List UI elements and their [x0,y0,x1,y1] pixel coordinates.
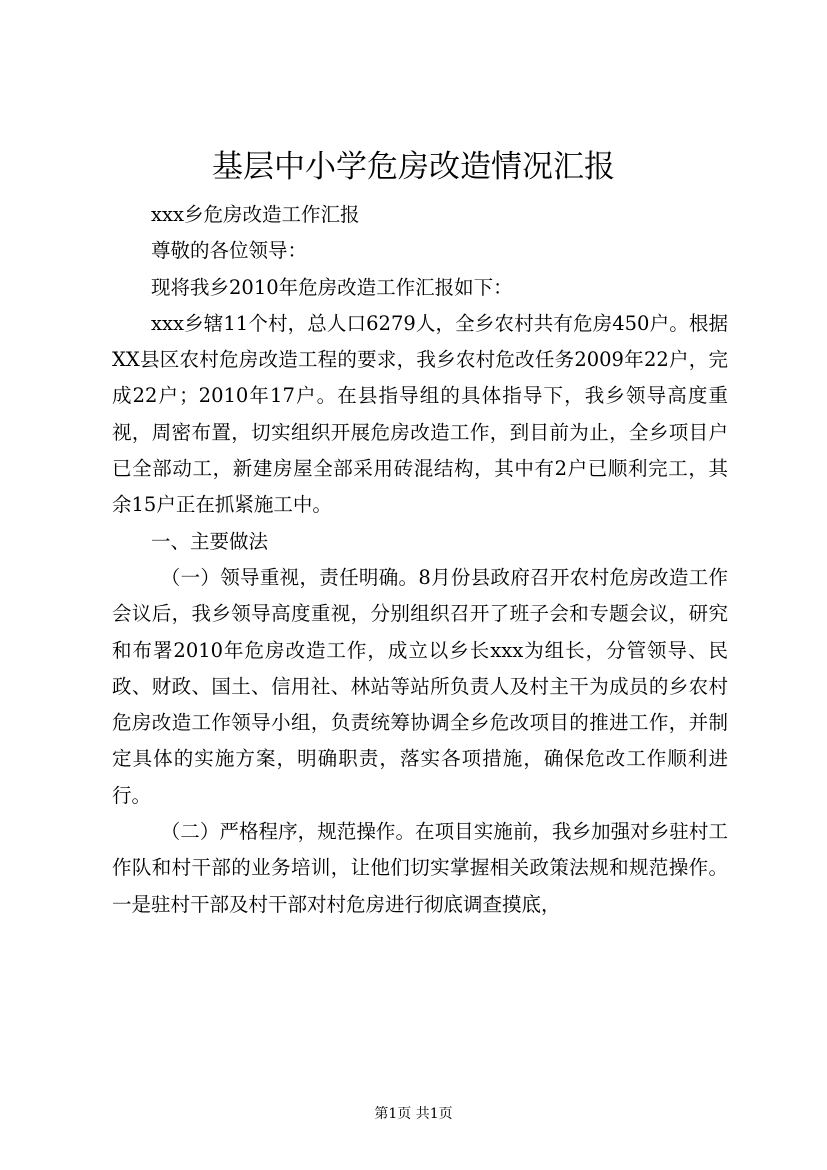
section-heading-main-practices: 一、主要做法 [151,529,269,553]
paragraph-leadership: （一）领导重视，责任明确。8月份县政府召开农村危房改造工作会议后，我乡领导高度重视，分别组织召开了班子会和专题会议，研究和布署2010年危房改造工作，成立以乡长xxx为组长，分管领导、民政、财政、国土、信用社、林站等站所负责人及村主干为成员的乡农村危房改造工作领导小组，负责统筹协调全乡危改项目的推进工作，并制定具体的实施方案，明确职责，落实各项措施，确保危改工作顺利进行。 [112,565,728,807]
paragraph-salutation: 尊敬的各位领导： [151,239,308,263]
paragraph-overview: xxx乡辖11个村，总人口6279人，全乡农村共有危房450户。根据XX县区农村危房改造工程的要求，我乡农村危改任务2009年22户，完成22户；2010年17户。在县指导组的具体指导下，我乡领导高度重视，周密布置，切实组织开展危房改造工作，到目前为止，全乡项目户已全部动工，新建房屋全部采用砖混结构，其中有2户已顺利完工，其余15户正在抓紧施工中。 [112,311,728,517]
document-title: 基层中小学危房改造情况汇报 [212,149,615,185]
page-footer: 第1页 共1页 [374,1106,453,1122]
paragraph-procedure: （二）严格程序，规范操作。在项目实施前，我乡加强对乡驻村工作队和村干部的业务培训，让他们切实掌握相关政策法规和规范操作。一是驻村干部及村干部对村危房进行彻底调查摸底， [112,820,728,916]
document-body [112,197,728,923]
paragraph-intro: 现将我乡2010年危房改造工作汇报如下： [151,275,513,299]
paragraph-report-heading: xxx乡危房改造工作汇报 [151,203,360,226]
